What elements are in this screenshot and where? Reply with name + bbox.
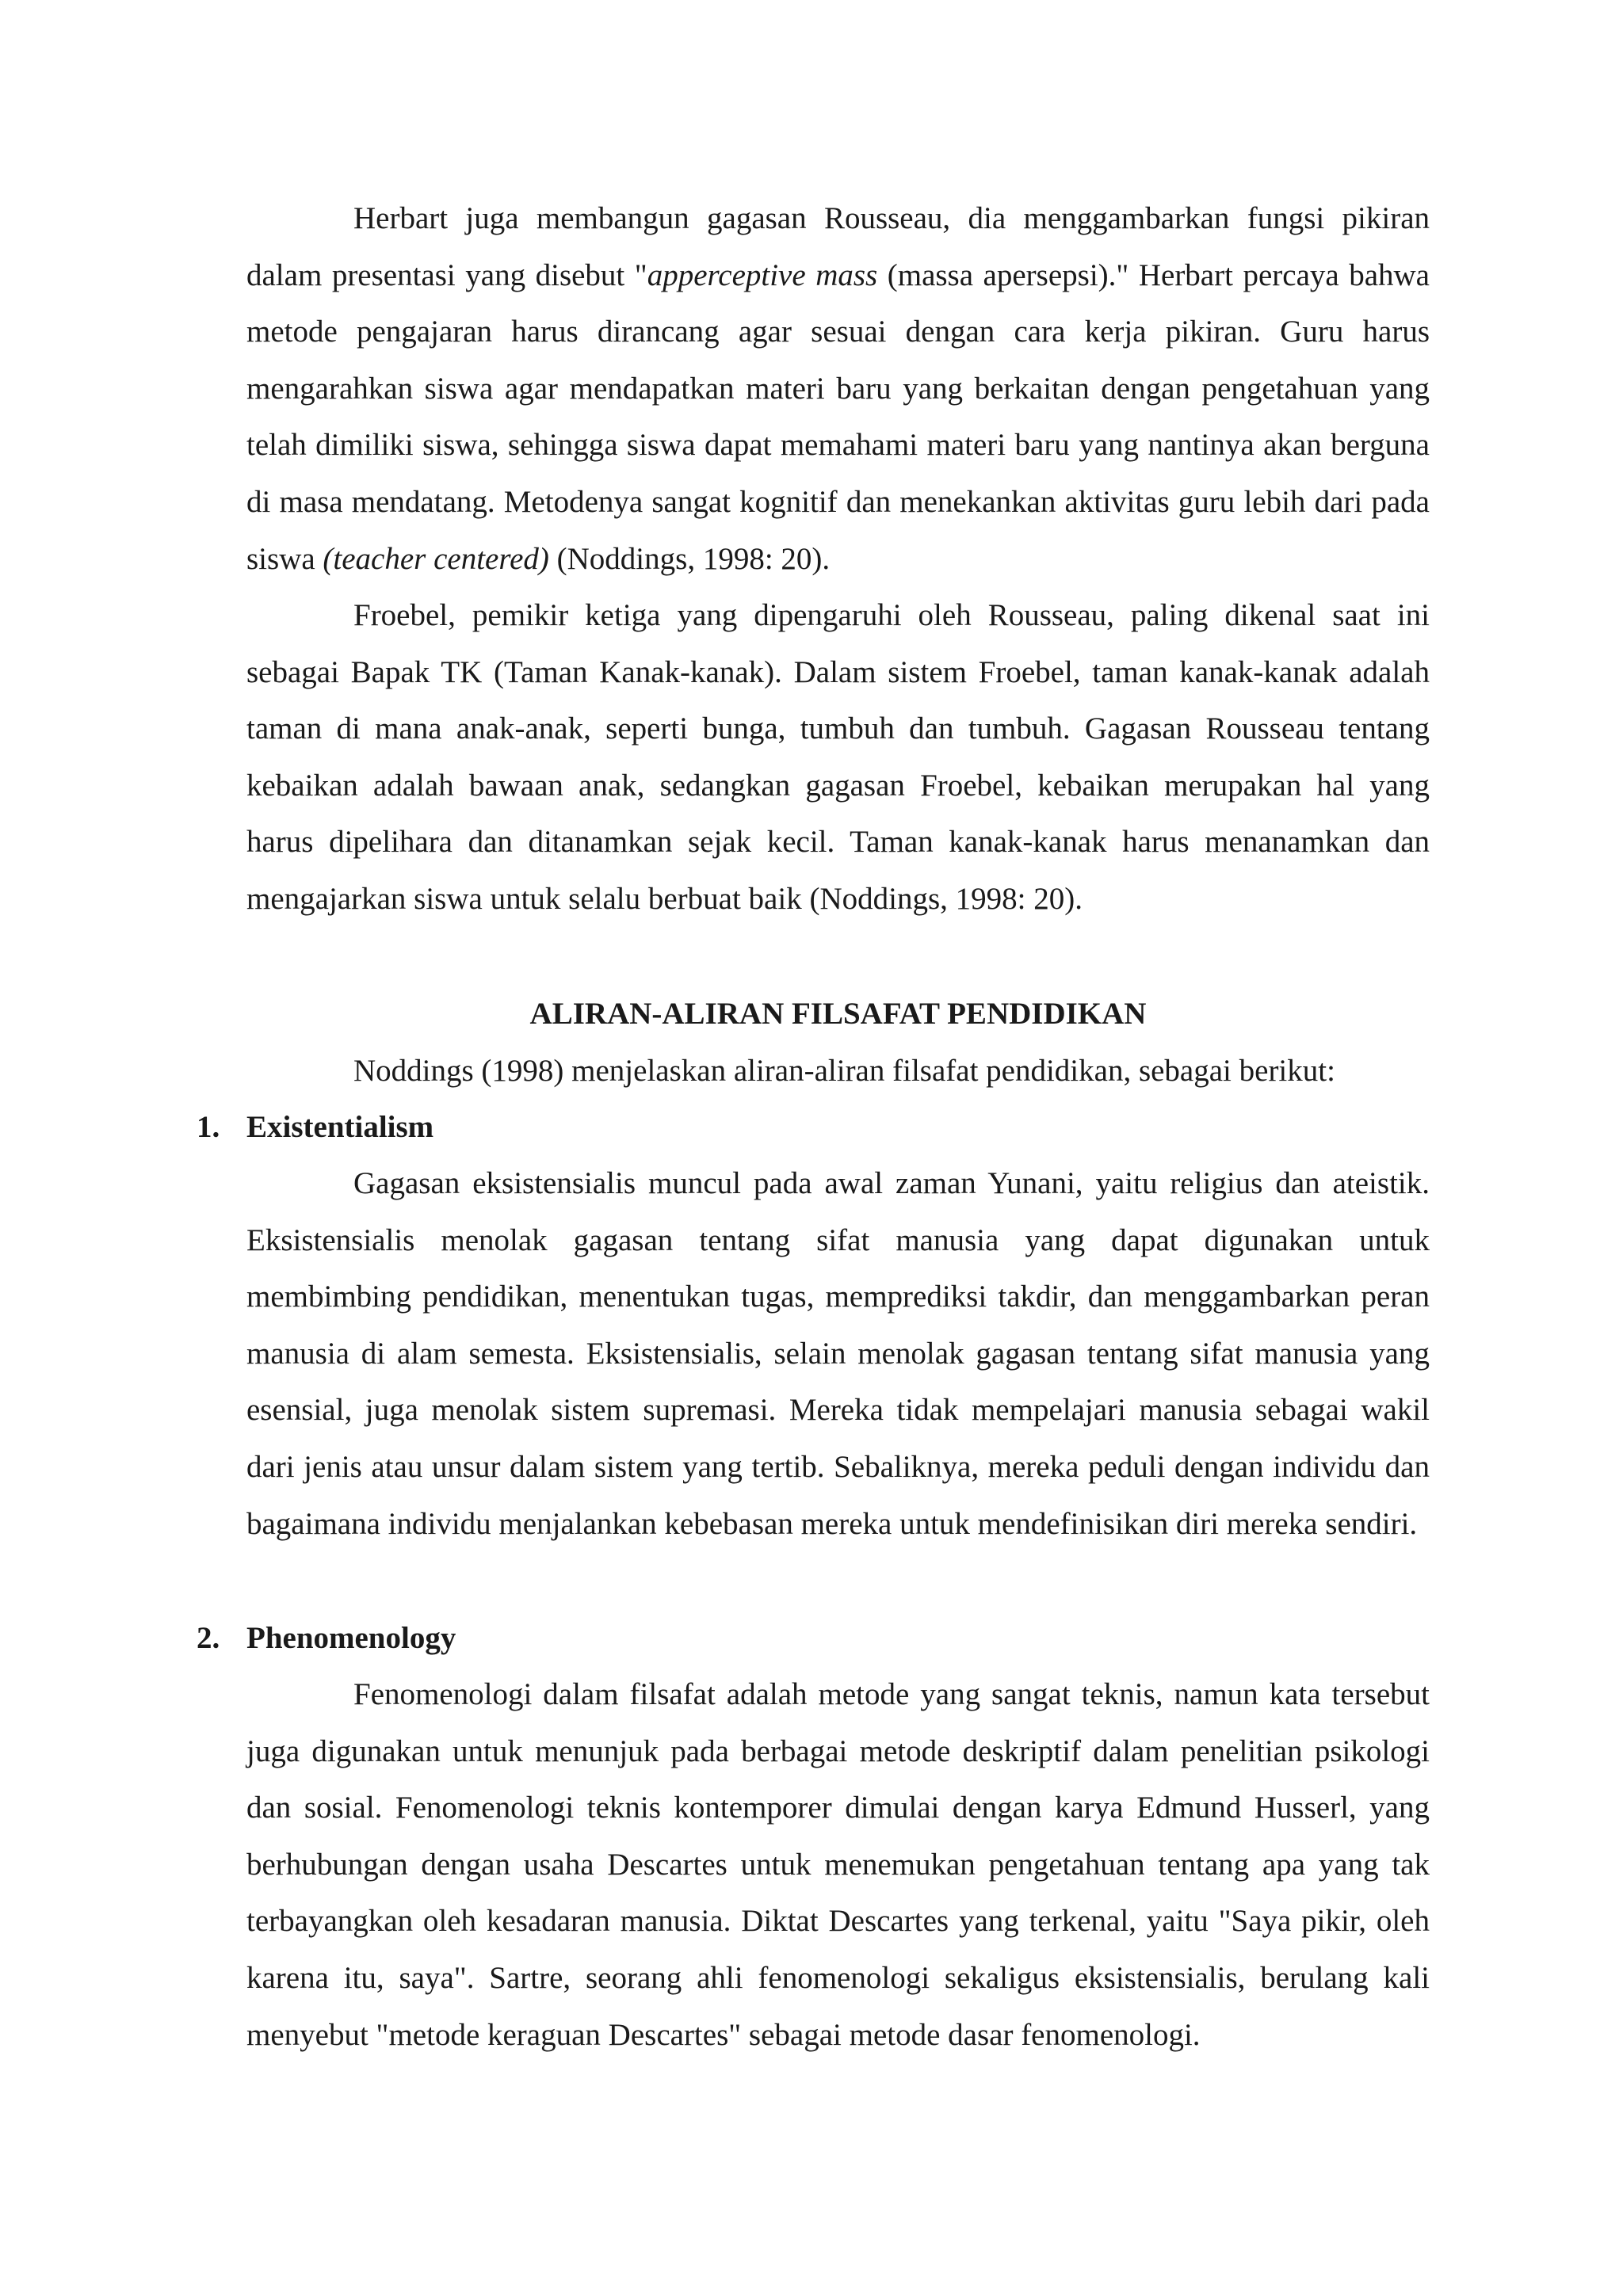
paragraph-existentialism — [246, 1155, 1430, 1552]
paragraph-froebel-text: Froebel, pemikir ketiga yang dipengaruhi oleh Rousseau, paling dikenal saat ini sebagai Bapak TK (Taman Kanak-kanak). Dalam sistem Froebel, taman kanak-kanak adalah taman di mana anak-anak, seperti bunga, tumbuh dan tumbuh. Gagasan Rousseau tentang kebaikan adalah bawaan anak, sedangkan gagasan Froebel, kebaikan merupakan hal yang harus dipelihara dan ditanamkan sejak kecil. Taman kanak-kanak harus menanamkan dan mengajarkan siswa untuk selalu berbuat baik (Noddings, 1998: 20). — [246, 598, 1430, 916]
list-number: 1. — [197, 1110, 220, 1144]
apperceptive-mass-term: apperceptive mass — [647, 257, 878, 292]
teacher-centered-term: (teacher centered) — [323, 541, 549, 576]
paragraph-herbart — [246, 190, 1430, 587]
paragraph-froebel — [246, 587, 1430, 928]
paragraph-phenomenology — [246, 1666, 1430, 2063]
section-heading: ALIRAN-ALIRAN FILSAFAT PENDIDIKAN — [529, 997, 1147, 1031]
list-title: Phenomenology — [246, 1621, 456, 1655]
paragraph-herbart-text: Herbart juga membangun gagasan Rousseau, dia menggambarkan fungsi pikiran dalam presentasi yang disebut "apperceptive mass (massa apersepsi)." Herbart percaya bahwa metode pengajaran harus dirancang agar sesuai dengan cara kerja pikiran. Guru harus mengarahkan siswa agar mendapatkan materi baru yang berkaitan dengan pengetahuan yang telah dimiliki siswa, sehingga siswa dapat memahami materi baru yang nantinya akan berguna di masa mendatang. Metodenya sangat kognitif dan menekankan aktivitas guru lebih dari pada siswa (teacher centered) (Noddings, 1998: 20). — [246, 201, 1430, 576]
paragraph-existentialism-text: Gagasan eksistensialis muncul pada awal zaman Yunani, yaitu religius dan ateistik. Eksistensialis menolak gagasan tentang sifat manusia yang dapat digunakan untuk membimbing pendidikan, menentukan tugas, memprediksi takdir, dan menggambarkan peran manusia di alam semesta. Eksistensialis, selain menolak gagasan tentang sifat manusia yang esensial, juga menolak sistem supremasi. Mereka tidak mempelajari manusia sebagai wakil dari jenis atau unsur dalam sistem yang tertib. Sebaliknya, mereka peduli dengan individu dan bagaimana individu menjalankan kebebasan mereka untuk mendefinisikan diri mereka sendiri. — [246, 1166, 1430, 1541]
paragraph-phenomenology-text: Fenomenologi dalam filsafat adalah metode yang sangat teknis, namun kata tersebut juga digunakan untuk menunjuk pada berbagai metode deskriptif dalam penelitian psikologi dan sosial. Fenomenologi teknis kontemporer dimulai dengan karya Edmund Husserl, yang berhubungan dengan usaha Descartes untuk menemukan pengetahuan tentang apa yang tak terbayangkan oleh kesadaran manusia. Diktat Descartes yang terkenal, yaitu "Saya pikir, oleh karena itu, saya". Sartre, seorang ahli fenomenologi sekaligus eksistensialis, berulang kali menyebut "metode keraguan Descartes" sebagai metode dasar fenomenologi. — [246, 1677, 1430, 2052]
intro-text: Noddings (1998) menjelaskan aliran-aliran filsafat pendidikan, sebagai berikut: — [353, 1054, 1335, 1088]
list-number: 2. — [197, 1621, 220, 1655]
list-item-heading-phenomenology — [197, 1610, 456, 1667]
list-item-heading-existentialism — [197, 1099, 433, 1156]
intro-paragraph — [246, 1043, 1430, 1100]
list-title: Existentialism — [246, 1110, 434, 1144]
